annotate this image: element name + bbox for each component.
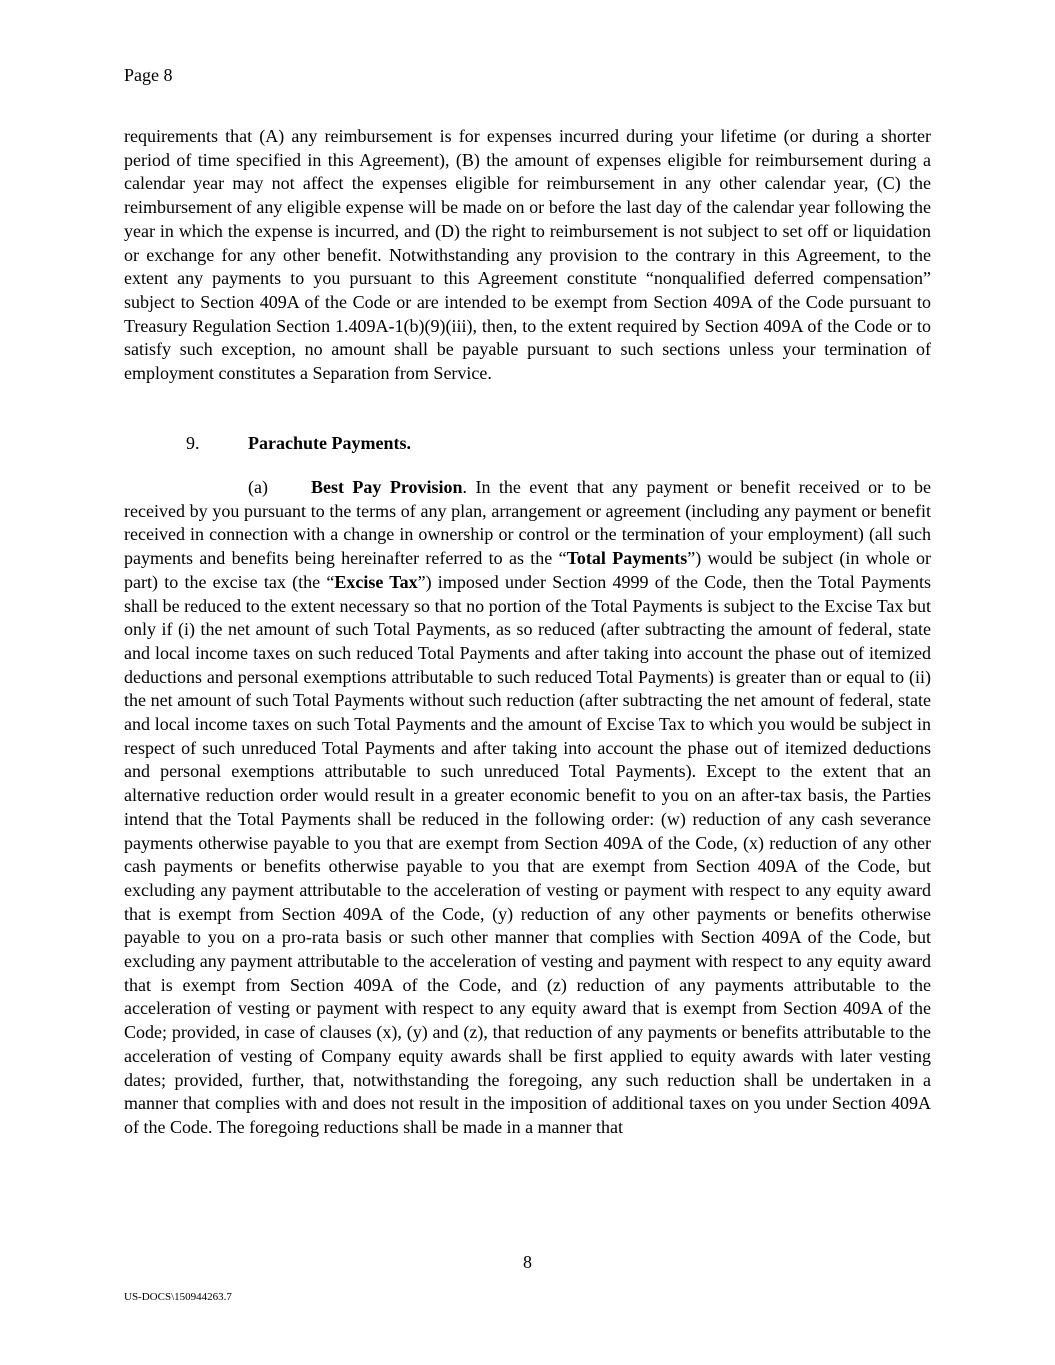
subsection-title: Best Pay Provision <box>311 477 463 497</box>
subsection-a-paragraph <box>124 476 931 1140</box>
continued-paragraph: requirements that (A) any reimbursement is for expenses incurred during your lifetime (or during a shorter period of time specified in this Agreement), (B) the amount of expenses eligible for reimbursement during a calendar year may not affect the expenses eligible for reimbursement in any other calendar year, (C) the reimbursement of any eligible expense will be made on or before the last day of the calendar year following the year in which the expense is incurred, and (D) the right to reimbursement is not subject to set off or liquidation or exchange for any other benefit. Notwithstanding any provision to the contrary in this Agreement, to the extent any payments to you pursuant to this Agreement constitute “nonqualified deferred compensation” subject to Section 409A of the Code or are intended to be exempt from Section 409A of the Code pursuant to Treasury Regulation Section 1.409A-1(b)(9)(iii), then, to the extent required by Section 409A of the Code or to satisfy such exception, no amount shall be payable pursuant to such sections unless your termination of employment constitutes a Separation from Service. <box>124 126 931 384</box>
document-id: US-DOCS\150944263.7 <box>124 1291 232 1303</box>
section-number: 9. <box>186 433 200 453</box>
defined-term-excise-tax: Excise Tax <box>334 571 418 592</box>
section-heading <box>186 431 411 455</box>
subsection-text: ”) imposed under Section 4999 of the Code, then the Total Payments shall be reduced to the extent necessary so that no portion of the Total Payments is subject to the Excise Tax but only if (i) the net amount of such Total Payments, as so reduced (after subtracting the amount of federal, state and local income taxes on such reduced Total Payments and after taking into account the phase out of itemized deductions and personal exemptions attributable to such reduced Total Payments) is greater than or equal to (ii) the net amount of such Total Payments without such reduction (after subtracting the net amount of federal, state and local income taxes on such Total Payments and the amount of Excise Tax to which you would be subject in respect of such unreduced Total Payments and after taking into account the phase out of itemized deductions and personal exemptions attributable to such unreduced Total Payments). Except to the extent that an alternative reduction order would result in a greater economic benefit to you on an after-tax basis, the Parties intend that the Total Payments shall be reduced in the following order: (w) reduction of any cash severance payments otherwise payable to you that are exempt from Section 409A of the Code, (x) reduction of any other cash payments or benefits otherwise payable to you that are exempt from Section 409A of the Code, but excluding any payment attributable to the acceleration of vesting or payment with respect to any equity award that is exempt from Section 409A of the Code, (y) reduction of any other payments or benefits otherwise payable to you on a pro-rata basis or such other manner that complies with Section 409A of the Code, but excluding any payment attributable to the acceleration of vesting and payment with respect to any equity award that is exempt from Section 409A of the Code, and (z) reduction of any payments attributable to the acceleration of vesting or payment with respect to any equity award that is exempt from Section 409A of the Code; provided, in case of clauses (x), (y) and (z), that reduction of any payments or benefits attributable to the acceleration of vesting of Company equity awards shall be first applied to equity awards with later vesting dates; provided, further, that, notwithstanding the foregoing, any such reduction shall be undertaken in a manner that complies with and does not result in the imposition of additional taxes on you under Section 409A of the Code. The foregoing reductions shall be made in a manner that <box>124 571 931 1137</box>
page-number: 8 <box>523 1252 532 1272</box>
subsection-label: (a) <box>248 477 268 497</box>
page-header: Page 8 <box>124 65 173 85</box>
subsection-text: . In the event that any payment or benefit received or to be received by you pursuant to the terms of any plan, arrangement or agreement (including any payment or benefit received in connection with a change in ownership or control or the termination of your employment) (all such payments and benefits being hereinafter referred to as the “ <box>124 477 931 569</box>
subsection-text: ”) would be subject (in whole or part) to the excise tax (the “ <box>124 548 932 592</box>
defined-term-total-payments: Total Payments <box>566 548 688 569</box>
section-title: Parachute Payments. <box>248 433 411 453</box>
